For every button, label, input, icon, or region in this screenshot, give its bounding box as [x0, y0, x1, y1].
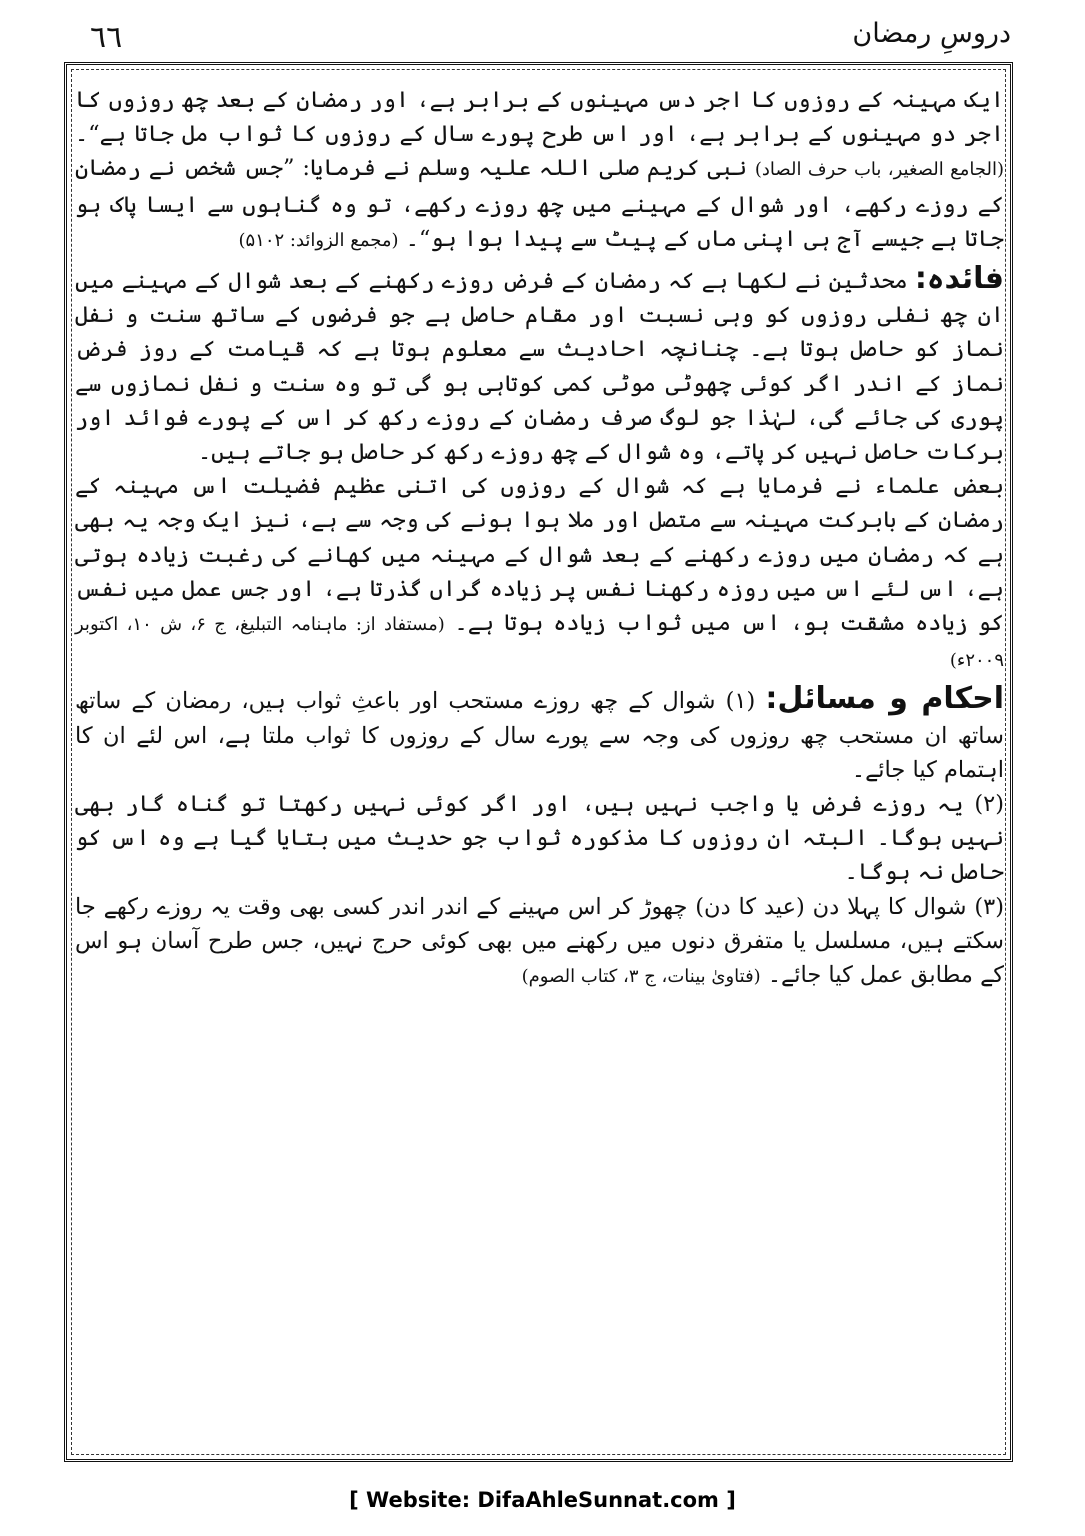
page-body: [75, 83, 1004, 1447]
paragraph-text: (۲) یہ روزے فرض یا واجب نہیں ہیں، اور اگر کوئی نہیں رکھتا تو گناہ گار بھی نہیں ہوگا۔ البتہ ان روزوں کا مذکورہ ثواب جو حدیث میں بتایا گیا ہے وہ اس کو حاصل نہ ہوگا۔: [75, 791, 1004, 886]
website-footer: [ Website: DifaAhleSunnat.com ]: [349, 1488, 736, 1512]
reference: (الجامع الصغیر، باب حرف الصاد): [754, 159, 1004, 181]
paragraph-text: ایک مہینہ کے روزوں کا اجر دس مہینوں کے برابر ہے، اور رمضان کے بعد چھ روزوں کا اجر دو مہینوں کے برابر ہے، اور اس طرح پورے سال کے روزوں کا ثواب مل جاتا ہے“۔: [75, 87, 1004, 148]
reference: (مستفاد از: ماہنامہ التبلیغ، ج ۶، ش ۱۰، اکتوبر ۲۰۰۹ء): [75, 614, 1004, 672]
paragraph-text: (۳) شوال کا پہلا دن (عید کا دن) چھوڑ کر اس مہینے کے اندر اندر کسی بھی وقت یہ روزے رکھے جا سکتے ہیں، مسلسل یا متفرق دنوں میں رکھنے میں بھی کوئی حرج نہیں، جس طرح آسان ہو اس کے مطابق عمل کیا جائے۔: [75, 893, 1004, 989]
page-number: ٦٦: [90, 20, 123, 55]
paragraph-text: (۱) شوال کے چھ روزے مستحب اور باعثِ ثواب ہیں، رمضان کے ساتھ ساتھ ان مستحب چھ روزوں کی وجہ سے پورے سال کے روزوں کا ثواب ملتا ہے، اس لئے ان کا اہتمام کیا جائے۔: [75, 688, 1004, 783]
book-title: دروسِ رمضان: [852, 18, 1011, 49]
paragraph-text: محدثین نے لکھا ہے کہ رمضان کے فرض روزے رکھنے کے بعد شوال کے مہینے میں ان چھ نفلی روزوں کو وہی نسبت اور مقام حاصل ہے جو فرضوں کے ساتھ سنت و نفل نماز کو حاصل ہوتا ہے۔ چنانچہ احادیث سے معلوم ہوتا ہے کہ قیامت کے روز فرض نماز کے اندر اگر کوئی چھوٹی موٹی کمی کوتاہی ہو گی تو وہ سنت و نفل نمازوں سے پوری کی جائے گی، لہٰذا جو لوگ صرف رمضان کے روزے رکھ کر اس کے پورے فوائد اور برکات حاصل نہیں کر پاتے، وہ شوال کے چھ روزے رکھ کر حاصل ہو جاتے ہیں۔: [75, 268, 1004, 466]
paragraph-text: بعض علماء نے فرمایا ہے کہ شوال کے روزوں کی اتنی عظیم فضیلت اس مہینہ کے رمضان کے بابرکت مہینہ سے متصل اور ملا ہوا ہونے کی وجہ سے ہے، نیز ایک وجہ یہ بھی ہے کہ رمضان میں روزے رکھنے کے بعد شوال کے مہینہ میں کھانے کی رغبت زیادہ ہوتی ہے، اس لئے اس میں روزہ رکھنا نفس پر زیادہ گراں گذرتا ہے، اور جس عمل میں نفس کو زیادہ مشقت ہو، اس میں ثواب زیادہ ہوتا ہے۔: [75, 473, 1005, 637]
section-heading: فائدہ:: [914, 261, 1004, 297]
ruling-2: [75, 787, 1004, 890]
paragraph-hadith-1: [75, 83, 1004, 258]
ahkam-section: [75, 682, 1004, 787]
reference: (فتاویٰ بینات، ج ۳، کتاب الصوم): [521, 966, 761, 988]
reference: (مجمع الزوائد: ۵۱۰۲): [238, 229, 399, 251]
paragraph-text: نبی کریم صلی اللہ علیہ وسلم نے فرمایا: ”جس شخص نے رمضان کے روزے رکھے، اور شوال کے مہینے میں چھ روزے رکھے، تو وہ گناہوں سے ایسا پاک ہو جاتا ہے جیسے آج ہی اپنی ماں کے پیٹ سے پیدا ہوا ہو“۔: [75, 155, 1004, 252]
ruling-3: [75, 890, 1004, 995]
page-header: [62, 14, 1023, 54]
paragraph-explanation: [75, 469, 1004, 678]
page-frame: [64, 62, 1013, 1462]
faida-section: [75, 262, 1004, 469]
section-heading: احکام و مسائل:: [765, 681, 1004, 717]
